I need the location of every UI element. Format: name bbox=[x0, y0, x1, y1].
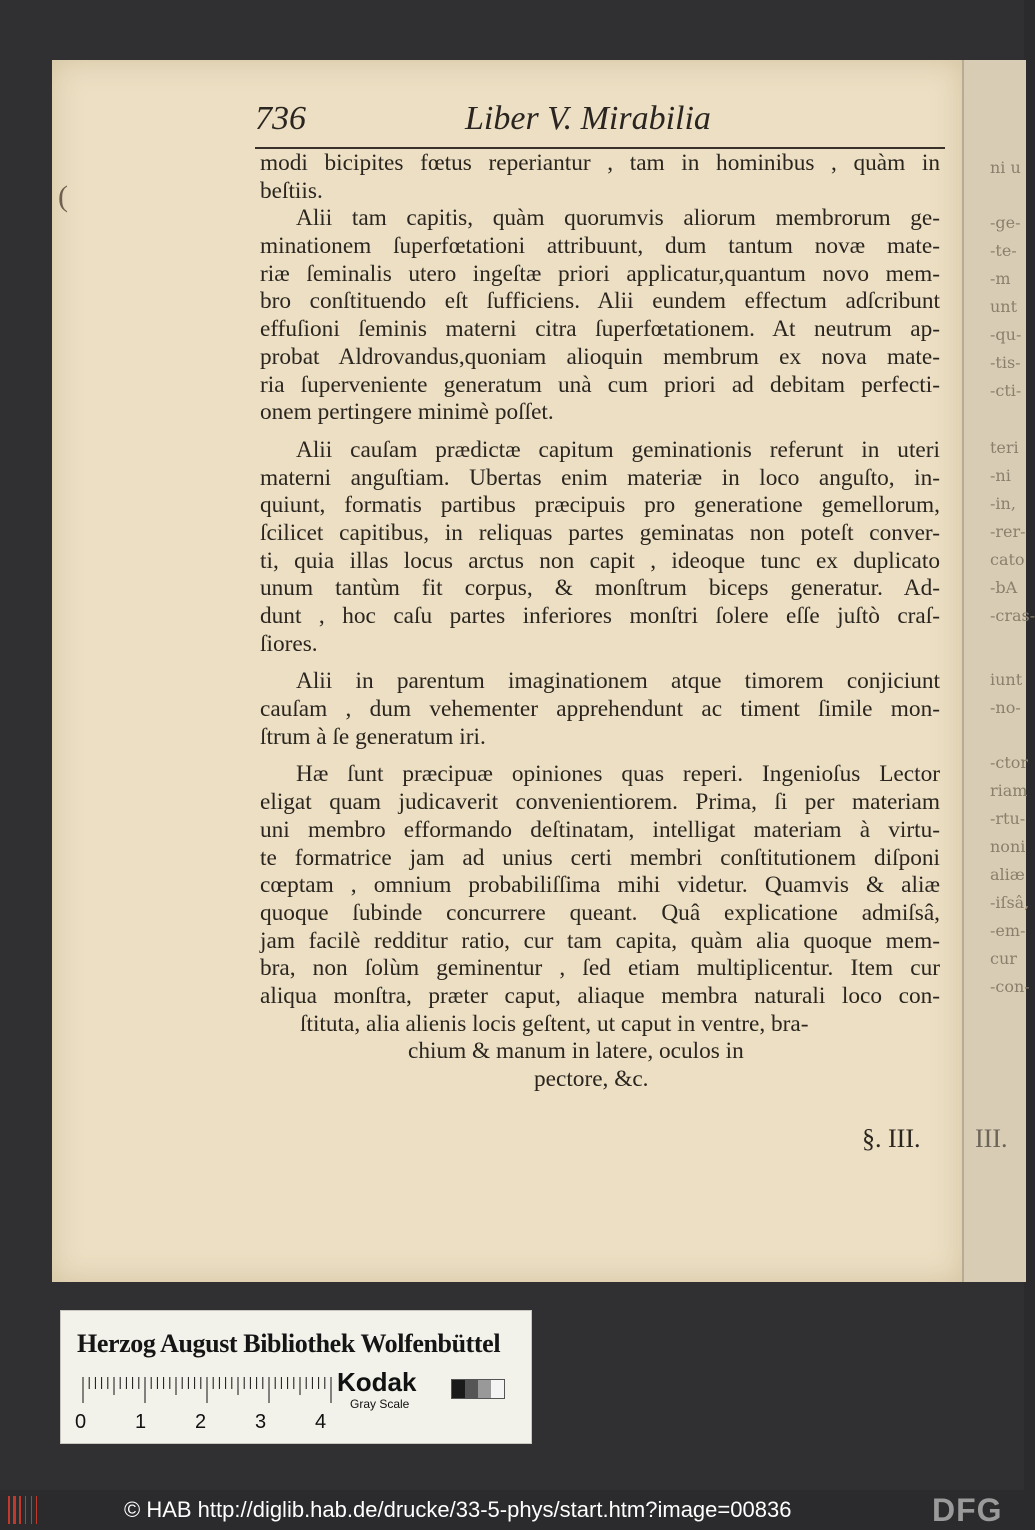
ruler-label: 2 bbox=[195, 1411, 207, 1433]
barcode-icon bbox=[8, 1496, 48, 1524]
bleed-fragment: -cras- bbox=[990, 606, 1035, 625]
bleed-fragment: -in, bbox=[990, 494, 1016, 513]
text-line: jam facilè redditur ratio, cur tam capita, quàm alia quoque mem- bbox=[260, 927, 940, 954]
gray-patches bbox=[451, 1379, 505, 1399]
bleed-fragment: -ctor bbox=[990, 753, 1029, 772]
text-line: quoque ſubinde concurrere queant. Quâ explicatione admiſsâ, bbox=[260, 899, 940, 926]
bleed-fragment: aliæ bbox=[990, 865, 1025, 884]
text-line: onem pertingere minimè poſſet. bbox=[260, 399, 554, 426]
ruler-label: 4 bbox=[315, 1411, 327, 1433]
text-line: Alii tam capitis, quàm quorumvis aliorum membrorum ge- bbox=[296, 205, 940, 232]
bleed-fragment: unt bbox=[990, 297, 1018, 316]
library-name: Herzog August Bibliothek Wolfenbüttel bbox=[77, 1329, 501, 1358]
ruler-label: 1 bbox=[135, 1411, 147, 1433]
text-line: ſtrum à ſe generatum iri. bbox=[260, 723, 486, 750]
bleed-fragment: -qu- bbox=[990, 325, 1022, 344]
text-line: cauſam , dum vehementer apprehendunt ac timent ſimile mon- bbox=[260, 696, 940, 723]
bleed-fragment: -con- bbox=[990, 977, 1030, 996]
text-line: Hæ ſunt præcipuæ opiniones quas reperi. Ingenioſus Lector bbox=[296, 761, 940, 788]
bleed-fragment: cato bbox=[990, 550, 1025, 569]
text-line: bro conſtituendo eſt ſufficiens. Alii eundem effectum adſcribunt bbox=[260, 288, 940, 315]
text-line: quiunt, formatis partibus præcipuis pro generatione gemellorum, bbox=[260, 492, 940, 519]
text-line: riæ ſeminalis utero ingeſtæ priori applicatur,quantum novo mem- bbox=[260, 260, 940, 287]
text-line: modi bicipites fœtus reperiantur , tam in hominibus , quàm in bbox=[260, 150, 940, 176]
bleed-fragment: riam bbox=[990, 781, 1028, 800]
bleed-fragment: -cti- bbox=[990, 381, 1022, 400]
text-line: probat Aldrovandus,quoniam alioquin membrum ex nova mate- bbox=[260, 343, 940, 370]
margin-mark: ( bbox=[58, 180, 68, 213]
dfg-logo: DFG bbox=[932, 1492, 1003, 1528]
bleed-fragment: -ni bbox=[990, 466, 1011, 485]
text-line: Alii cauſam prædictæ capitum geminationis referunt in uteri bbox=[296, 436, 940, 463]
paragraph-gap bbox=[260, 658, 940, 668]
bleed-fragment: ni u bbox=[990, 158, 1021, 177]
text-line: ria ſuperveniente generatum unà cum priori ad debitam perfecti- bbox=[260, 371, 940, 398]
head-rule bbox=[255, 147, 945, 149]
running-head bbox=[255, 100, 945, 140]
text-line: unum tantùm fit corpus, & monſtrum biceps generatur. Ad- bbox=[260, 575, 940, 602]
bleed-fragment: iunt bbox=[990, 670, 1023, 689]
ruler-label: 0 bbox=[75, 1411, 87, 1433]
bleed-fragment: cur bbox=[990, 949, 1017, 968]
page-number: 736 bbox=[255, 100, 306, 137]
bleed-fragment: -rer- bbox=[990, 522, 1026, 541]
bleed-fragment: -bA bbox=[990, 578, 1018, 597]
text-line: chium & manum in latere, oculos in bbox=[408, 1038, 744, 1065]
text-line: aliqua monſtra, præter caput, aliaque membra naturali loco con- bbox=[260, 982, 940, 1009]
ruler-label: 3 bbox=[255, 1411, 267, 1433]
color-calibration-card bbox=[60, 1310, 532, 1444]
section-marker-bleed: III. bbox=[975, 1124, 1008, 1153]
bleed-fragment: -ge- bbox=[990, 213, 1021, 232]
gray-scale-label: Gray Scale bbox=[350, 1397, 410, 1411]
text-line: dunt , hoc caſu partes inferiores monſtri ſolere eſſe juſtò craſ- bbox=[260, 603, 940, 629]
paragraph-gap bbox=[260, 427, 940, 437]
text-line: minationem ſuperfœtationi attribuunt, dum tantum novæ mate- bbox=[260, 233, 940, 260]
bleed-fragment: -m bbox=[990, 269, 1011, 288]
scale-ruler bbox=[81, 1377, 337, 1405]
text-line: materni anguſtiam. Ubertas enim materiæ in loco anguſto, in- bbox=[260, 464, 940, 491]
text-line: ſcilicet capitibus, in reliquas partes geminatas non poteſt conver- bbox=[260, 519, 940, 546]
running-title: Liber V. Mirabilia bbox=[465, 100, 711, 137]
footer-credit: © HAB http://diglib.hab.de/drucke/33-5-phys/start.htm?image=00836 bbox=[124, 1497, 792, 1522]
text-line: effuſioni ſeminis materni citra ſuperfœtationem. At neutrum ap- bbox=[260, 316, 940, 343]
text-line: te formatrice jam ad unius certi membri conſtitutionem diſponi bbox=[260, 844, 940, 871]
text-line: Alii in parentum imaginationem atque timorem conjiciunt bbox=[296, 668, 940, 695]
kodak-logo: Kodak bbox=[337, 1367, 417, 1397]
text-line: beſtiis. bbox=[260, 177, 323, 204]
bleed-fragment: -te- bbox=[990, 241, 1017, 260]
bleed-fragment: -em- bbox=[990, 921, 1026, 940]
bleed-fragment: noni bbox=[990, 837, 1026, 856]
text-line: bra, non ſolùm geminentur , ſed etiam multiplicentur. Item cur bbox=[260, 955, 940, 982]
bleed-fragment: -rtu- bbox=[990, 809, 1026, 828]
text-line: ti, quia illas locus arctus non capit , ideoque tunc ex duplicato bbox=[260, 547, 940, 574]
body-text bbox=[260, 150, 940, 1094]
text-line: ſtituta, alia alienis locis geſtent, ut caput in ventre, bra- bbox=[300, 1010, 809, 1037]
ruler-labels bbox=[75, 1411, 345, 1435]
bleed-fragment: -iſsâ, bbox=[990, 893, 1030, 912]
bleed-fragment: teri bbox=[990, 438, 1019, 457]
bleed-fragment: -no- bbox=[990, 698, 1021, 717]
text-line: ſiores. bbox=[260, 630, 318, 657]
text-line: pectore, &c. bbox=[534, 1066, 649, 1092]
section-marker: §. III. bbox=[862, 1124, 921, 1153]
paragraph-gap bbox=[260, 751, 940, 761]
footer-bar bbox=[0, 1490, 1024, 1530]
text-line: eligat quam judicaverit convenientiorem. Prima, ſi per materiam bbox=[260, 789, 940, 816]
bleed-fragment: -tis- bbox=[990, 353, 1021, 372]
text-line: cœptam , omnium probabiliſſima mihi videtur. Quamvis & aliæ bbox=[260, 872, 940, 899]
text-line: uni membro efformando deſtinatam, intelligat materiam à virtu- bbox=[260, 816, 940, 843]
